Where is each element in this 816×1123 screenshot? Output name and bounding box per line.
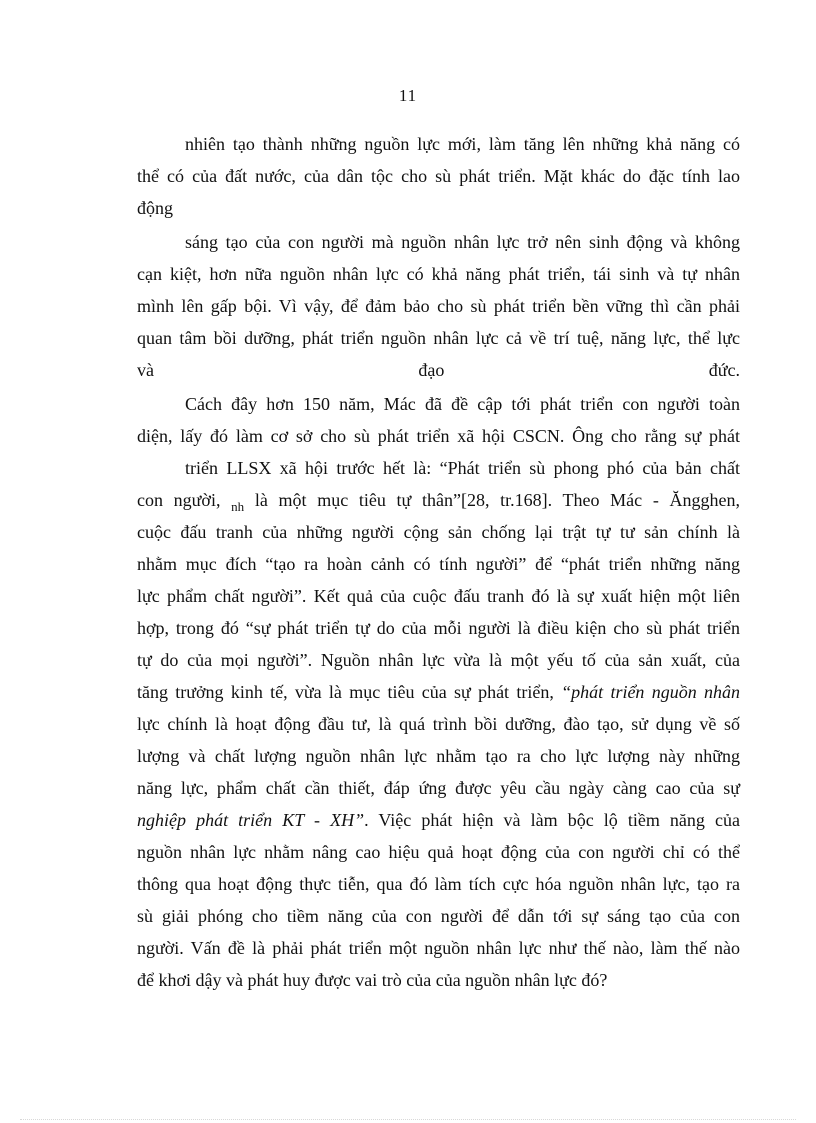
body-line-8-word-1: và — [137, 360, 154, 380]
body-line-4: sáng tạo của con người mà nguồn nhân lực trở nên sinh động và không — [185, 232, 740, 252]
body-line-8-word-3: đức. — [708, 360, 740, 380]
body-line-11: triển LLSX xã hội trước hết là: “Phát triển sù phong phó của bản chất — [185, 458, 740, 478]
italic-quote-line-1: lực chính là hoạt động đầu tư, là quá trình bồi dưỡng, đào tạo, sử dụng về số — [137, 714, 740, 734]
stray-fragment: nh — [231, 499, 245, 514]
body-line-27: để khơi dậy và phát huy được vai trò của của nguồn nhân lực đó? — [137, 970, 608, 990]
body-line-15: lực phẩm chất người”. Kết quả của cuộc đấu tranh đó là sự xuất hiện một liên — [137, 586, 740, 606]
body-line-25: sù giải phóng cho tiềm năng của con người để dẫn tới sự sáng tạo của con — [137, 906, 740, 926]
page-bottom-divider — [20, 1119, 796, 1120]
body-line-12-part-2: là một mục tiêu tự thân”[28, tr.168]. Theo Mác - Ăngghen, — [254, 490, 741, 510]
body-line-2: thể có của đất nước, của dân tộc cho sù phát triển. Mặt khác do đặc tính lao — [137, 166, 740, 186]
body-line-7: quan tâm bồi dưỡng, phát triển nguồn nhân lực cả về trí tuệ, năng lực, thể lực — [137, 328, 740, 348]
italic-quote-start: “phát triển nguồn nhân — [561, 682, 741, 702]
body-line-22 — [137, 810, 740, 830]
italic-quote-end: nghiệp phát triển KT - XH” — [137, 810, 365, 830]
body-line-24: thông qua hoạt động thực tiễn, qua đó làm tích cực hóa nguồn nhân lực, tạo ra — [137, 874, 740, 894]
page-number: 11 — [398, 86, 418, 105]
body-line-1: nhiên tạo thành những nguồn lực mới, làm tăng lên những khả năng có — [185, 134, 740, 154]
body-line-8 — [137, 360, 740, 380]
body-line-9: Cách đây hơn 150 năm, Mác đã đề cập tới phát triển con người toàn — [185, 394, 740, 414]
body-line-5: cạn kiệt, hơn nữa nguồn nhân lực có khả năng phát triển, tái sinh và tự nhân — [137, 264, 740, 284]
body-line-17: tự do của mọi người”. Nguồn nhân lực vừa là một yếu tố của sản xuất, của — [137, 650, 740, 670]
body-line-8-word-2: đạo — [418, 360, 445, 380]
body-line-12 — [137, 490, 740, 512]
body-line-18 — [137, 682, 740, 702]
italic-quote-line-2: lượng và chất lượng nguồn nhân lực nhằm tạo ra cho lực lượng này những — [137, 746, 740, 766]
body-line-12-part-1: con người, — [137, 490, 221, 510]
body-line-22-part-2: . Việc phát hiện và làm bộc lộ tiềm năng của — [364, 810, 740, 830]
body-line-14: nhằm mục đích “tạo ra hoàn cảnh có tính người” để “phát triển những năng — [137, 554, 740, 574]
body-line-13: cuộc đấu tranh của những người cộng sản chống lại trật tự tư sản chính là — [137, 522, 740, 542]
body-line-16: hợp, trong đó “sự phát triển tự do của mỗi người là điều kiện cho sù phát triển — [137, 618, 740, 638]
body-line-18-part-1: tăng trưởng kinh tế, vừa là mục tiêu của sự phát triển, — [137, 682, 554, 702]
body-line-6: mình lên gấp bội. Vì vậy, để đảm bảo cho sù phát triển bền vững thì cần phải — [137, 296, 740, 316]
body-line-3: động — [137, 198, 173, 218]
body-line-26: người. Vấn đề là phải phát triển một nguồn nhân lực như thế nào, làm thế nào — [137, 938, 740, 958]
body-line-10: diện, lấy đó làm cơ sở cho sù phát triển xã hội CSCN. Ông cho rằng sự phát — [137, 426, 740, 446]
body-line-23: nguồn nhân lực nhằm nâng cao hiệu quả hoạt động của con người chỉ có thể — [137, 842, 740, 862]
italic-quote-line-3: năng lực, phẩm chất cần thiết, đáp ứng được yêu cầu ngày càng cao của sự — [137, 778, 740, 798]
